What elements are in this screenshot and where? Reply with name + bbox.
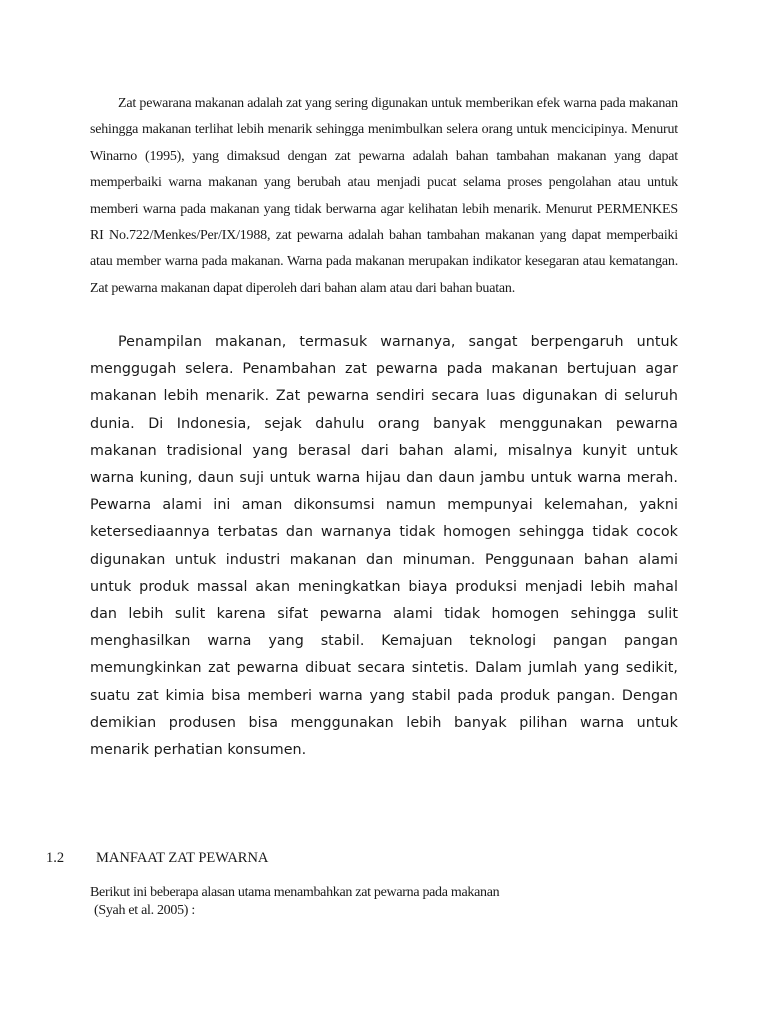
- citation-line: (Syah et al. 2005) :: [94, 903, 195, 918]
- section-heading: [46, 848, 268, 868]
- paragraph-definition: [90, 91, 678, 302]
- paragraph-appearance-text: Penampilan makanan, termasuk warnanya, sangat berpengaruh untuk menggugah selera. Penambahan zat pewarna pada makanan bertujuan agar makanan lebih menarik. Zat pewarna sendiri secara luas digunakan di seluruh dunia. Di Indonesia, sejak dahulu orang banyak menggunakan pewarna makanan tradisional yang berasal dari bahan alami, misalnya kunyit untuk warna kuning, daun suji untuk warna hijau dan daun jambu untuk warna merah. Pewarna alami ini aman dikonsumsi namun mempunyai kelemahan, yakni ketersediaannya terbatas dan warnanya tidak homogen sehingga tidak cocok digunakan untuk industri makanan dan minuman. Penggunaan bahan alami untuk produk massal akan meningkatkan biaya produksi menjadi lebih mahal dan lebih sulit karena sifat pewarna alami tidak homogen sehingga sulit menghasilkan warna yang stabil. Kemajuan teknologi pangan pangan memungkinkan zat pewarna dibuat secara sintetis. Dalam jumlah yang sedikit, suatu zat kimia bisa memberi warna yang stabil pada produk pangan. Dengan demikian produsen bisa menggunakan lebih banyak pilihan warna untuk menarik perhatian konsumen.: [90, 334, 678, 759]
- paragraph-appearance: [90, 329, 678, 764]
- section-intro-line: Berikut ini beberapa alasan utama menambahkan zat pewarna pada makanan: [90, 885, 500, 900]
- section-title: MANFAAT ZAT PEWARNA: [96, 850, 269, 866]
- section-number: 1.2: [46, 850, 65, 866]
- section-intro: [90, 884, 690, 920]
- paragraph-definition-text: Zat pewarana makanan adalah zat yang sering digunakan untuk memberikan efek warna pada makanan sehingga makanan terlihat lebih menarik sehingga menimbulkan selera orang untuk mencicipinya. Menurut Winarno (1995), yang dimaksud dengan zat pewarna adalah bahan tambahan makanan yang dapat memperbaiki warna makanan yang berubah atau menjadi pucat selama proses pengolahan atau untuk memberi warna pada makanan yang tidak berwarna agar kelihatan lebih menarik. Menurut PERMENKES RI No.722/Menkes/Per/IX/1988, zat pewarna adalah bahan tambahan makanan yang dapat memperbaiki atau member warna pada makanan. Warna pada makanan merupakan indikator kesegaran atau kematangan. Zat pewarna makanan dapat diperoleh dari bahan alam atau dari bahan buatan.: [90, 96, 678, 296]
